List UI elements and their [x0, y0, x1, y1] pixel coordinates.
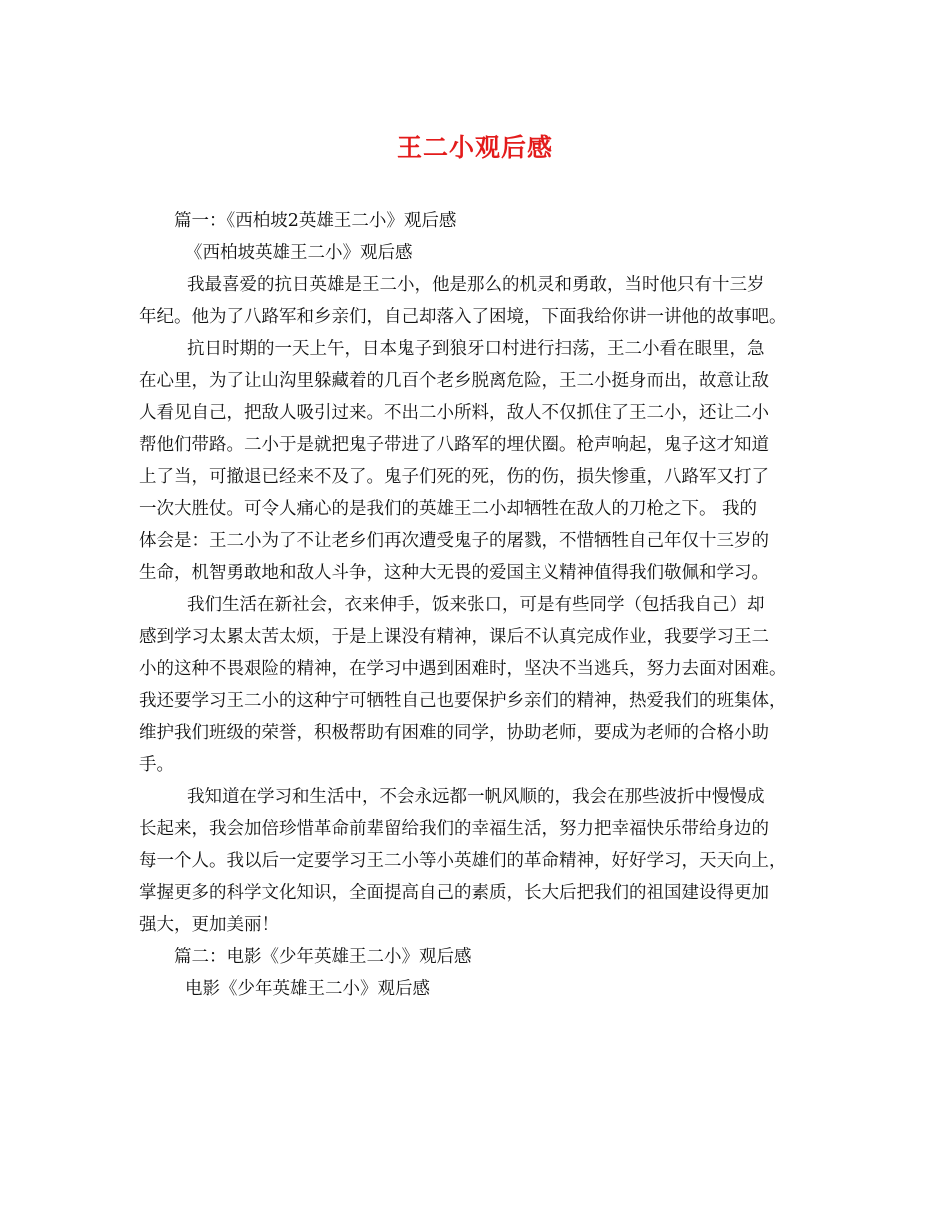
document-title: 王二小观后感 — [396, 133, 553, 162]
paragraph-line: 小的这种不畏艰险的精神，在学习中遇到困难时，坚决不当逃兵，努力去面对困难。 — [139, 659, 787, 679]
section-heading: 篇二：电影《少年英雄王二小》观后感 — [174, 947, 472, 967]
paragraph-line: 人看见自己，把敌人吸引过来。不出二小所料，敌人不仅抓住了王二小，还让二小 — [139, 403, 769, 423]
paragraph-line: 我们生活在新社会，衣来伸手，饭来张口，可是有些同学（包括我自己）却 — [187, 595, 765, 615]
paragraph-line: 我最喜爱的抗日英雄是王二小，他是那么的机灵和勇敢，当时他只有十三岁 — [187, 275, 765, 295]
section-subtitle: 《西柏坡英雄王二小》观后感 — [185, 243, 413, 263]
paragraph-line: 年纪。他为了八路军和乡亲们，自己却落入了困境，下面我给你讲一讲他的故事吧。 — [139, 307, 787, 327]
paragraph-line: 生命，机智勇敢地和敌人斗争，这种大无畏的爱国主义精神值得我们敬佩和学习。 — [139, 563, 769, 583]
paragraph-line: 在心里，为了让山沟里躲藏着的几百个老乡脱离危险，王二小挺身而出，故意让敌 — [139, 371, 769, 391]
paragraph-line: 强大，更加美丽！ — [139, 915, 279, 935]
paragraph-line: 体会是：王二小为了不让老乡们再次遭受鬼子的屠戮，不惜牺牲自己年仅十三岁的 — [139, 531, 769, 551]
paragraph-line: 感到学习太累太苦太烦，于是上课没有精神，课后不认真完成作业，我要学习王二 — [139, 627, 769, 647]
paragraph-line: 每一个人。我以后一定要学习王二小等小英雄们的革命精神，好好学习，天天向上， — [139, 851, 787, 871]
paragraph-line: 维护我们班级的荣誉，积极帮助有困难的同学，协助老师，要成为老师的合格小助 — [139, 723, 769, 743]
document-body — [139, 205, 815, 1005]
paragraph-line: 一次大胜仗。可令人痛心的是我们的英雄王二小却牺牲在敌人的刀枪之下。 我的 — [139, 499, 758, 519]
paragraph-line: 帮他们带路。二小于是就把鬼子带进了八路军的埋伏圈。枪声响起，鬼子这才知道 — [139, 435, 769, 455]
paragraph-line: 长起来，我会加倍珍惜革命前辈留给我们的幸福生活，努力把幸福快乐带给身边的 — [139, 819, 769, 839]
paragraph-line: 手。 — [139, 755, 174, 775]
section-subtitle: 电影《少年英雄王二小》观后感 — [185, 979, 430, 999]
paragraph-line: 抗日时期的一天上午，日本鬼子到狼牙口村进行扫荡，王二小看在眼里，急 — [187, 339, 765, 359]
paragraph-line: 掌握更多的科学文化知识，全面提高自己的素质，长大后把我们的祖国建设得更加 — [139, 883, 769, 903]
section-heading: 篇一：《西柏坡2英雄王二小》观后感 — [174, 211, 457, 231]
paragraph-line: 我知道在学习和生活中，不会永远都一帆风顺的，我会在那些波折中慢慢成 — [187, 787, 765, 807]
paragraph-line: 我还要学习王二小的这种宁可牺牲自己也要保护乡亲们的精神，热爱我们的班集体， — [139, 691, 787, 711]
paragraph-line: 上了当，可撤退已经来不及了。鬼子们死的死，伤的伤，损失惨重，八路军又打了 — [139, 467, 769, 487]
